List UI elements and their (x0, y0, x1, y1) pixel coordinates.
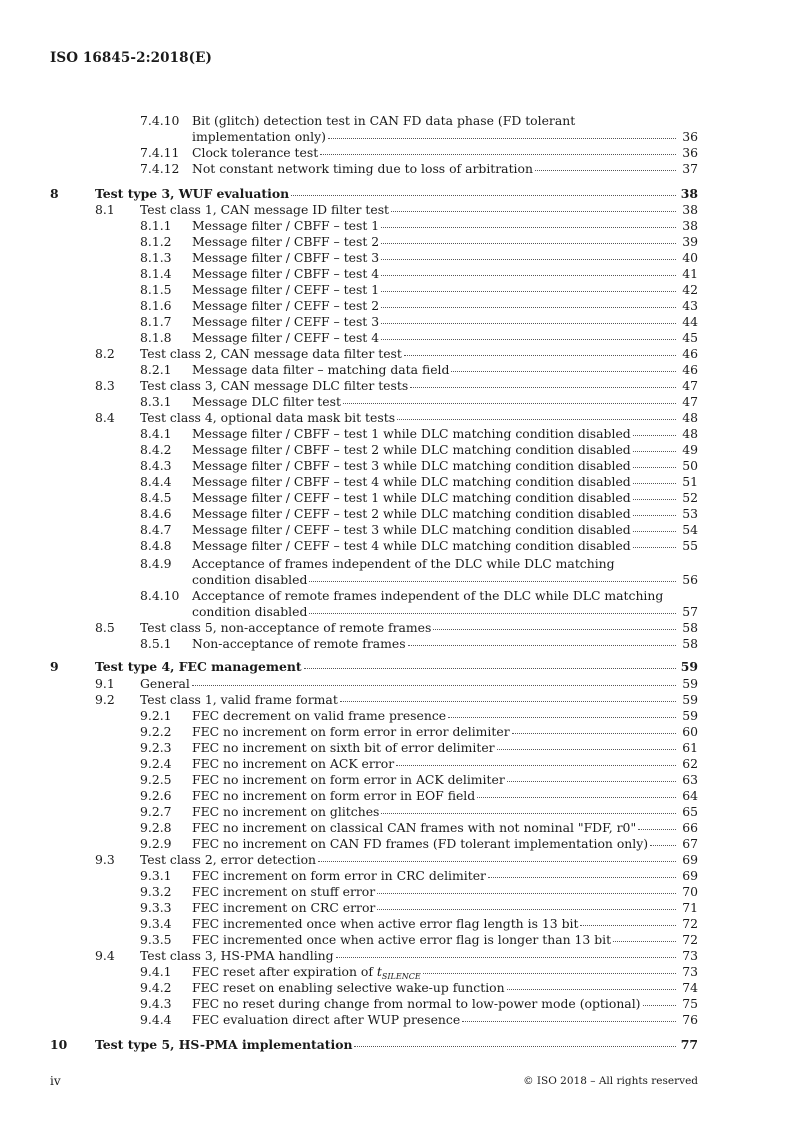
toc-entry-page: 38 (680, 186, 698, 201)
toc-entry-title: Test class 4, optional data mask bit tests (140, 410, 396, 425)
dot-leader (328, 137, 676, 139)
dot-leader (381, 338, 676, 340)
dot-leader (397, 418, 676, 420)
toc-entry-number: 8.4.2 (140, 442, 172, 457)
dot-leader (497, 748, 676, 750)
dot-leader (309, 612, 676, 614)
toc-entry-page: 69 (682, 852, 698, 867)
dot-leader (381, 812, 676, 814)
t-silence-symbol: t (376, 964, 382, 979)
toc-entry-page: 48 (682, 410, 698, 425)
toc-entry-title: FEC increment on stuff error (192, 884, 376, 899)
dot-leader (433, 628, 676, 630)
toc-entry-number: 9.3.1 (140, 868, 172, 883)
dot-leader (192, 684, 676, 686)
toc-entry-title: FEC no increment on form error in error delimiter (192, 724, 510, 739)
toc-entry-number: 8.1.1 (140, 218, 172, 233)
toc-entry-number: 9.4.1 (140, 964, 172, 979)
toc-entry-page: 47 (682, 378, 698, 393)
toc-entry-page: 49 (682, 442, 698, 457)
toc-entry-title: FEC no increment on sixth bit of error delimiter (192, 740, 495, 755)
toc-entry-number: 9.3.3 (140, 900, 172, 915)
document-id-header: ISO 16845-2:2018(E) (50, 50, 213, 66)
dot-leader (381, 306, 676, 308)
toc-entry-number: 8.1.5 (140, 282, 172, 297)
toc-entry-title: Clock tolerance test (192, 145, 319, 160)
dot-leader (391, 210, 676, 212)
dot-leader (580, 924, 676, 926)
toc-entry-title: FEC incremented once when active error flag length is 13 bit (192, 916, 579, 931)
toc-entry-title: Message data filter – matching data field (192, 362, 450, 377)
toc-entry-number: 9.3.2 (140, 884, 172, 899)
toc-entry-number: 9.2.5 (140, 772, 172, 787)
dot-leader (381, 242, 676, 244)
toc-entry-number: 8.4.1 (140, 426, 172, 441)
toc-entry-title: Message filter / CBFF – test 1 while DLC matching condition disabled (192, 426, 631, 441)
toc-entry-number: 8.5.1 (140, 636, 172, 651)
toc-entry-page: 71 (682, 900, 698, 915)
toc-entry-page: 67 (682, 836, 698, 851)
toc-entry-page: 51 (682, 474, 698, 489)
toc-entry-number: 8.3.1 (140, 394, 172, 409)
toc-entry-page: 58 (682, 636, 698, 651)
copyright-notice: © ISO 2018 – All rights reserved (523, 1075, 698, 1087)
dot-leader (535, 169, 676, 171)
toc-entry-page: 58 (682, 620, 698, 635)
toc-entry-title: FEC reset after expiration of $t_{SILENCE}$ (192, 964, 421, 981)
toc-entry-page: 69 (682, 868, 698, 883)
toc-entry-number: 9.2.1 (140, 708, 172, 723)
dot-leader (377, 908, 676, 910)
toc-entry-number: 8.1.6 (140, 298, 172, 313)
dot-leader (633, 466, 676, 468)
toc-entry-page: 56 (682, 572, 698, 587)
dot-leader (336, 956, 676, 958)
toc-entry-number: 9.2.4 (140, 756, 172, 771)
toc-entry-title: Test class 1, valid frame format (140, 692, 338, 707)
toc-entry-title: General (140, 676, 190, 691)
toc-entry-title: Acceptance of remote frames independent of the DLC while DLC matching (192, 588, 664, 603)
dot-leader (477, 796, 676, 798)
toc-entry-title: Message filter / CBFF – test 2 while DLC matching condition disabled (192, 442, 631, 457)
toc-entry-title: Message filter / CEFF – test 3 (192, 314, 380, 329)
toc-entry-page: 40 (682, 250, 698, 265)
dot-leader (507, 988, 676, 990)
toc-entry-page: 39 (682, 234, 698, 249)
toc-entry-page: 48 (682, 426, 698, 441)
toc-entry-number: 9.2.3 (140, 740, 172, 755)
toc-entry-number: 9 (50, 659, 59, 674)
toc-entry-number: 9.2.8 (140, 820, 172, 835)
dot-leader (291, 194, 676, 196)
toc-entry-title: Message filter / CBFF – test 4 (192, 266, 380, 281)
toc-entry-page: 60 (682, 724, 698, 739)
dot-leader (318, 860, 676, 862)
toc-entry-number: 9.2.7 (140, 804, 172, 819)
toc-entry-title: Test class 2, CAN message data filter test (140, 346, 402, 361)
toc-entry-number: 8.1.8 (140, 330, 172, 345)
toc-entry-page: 36 (682, 129, 698, 144)
toc-entry-title: FEC incremented once when active error flag is longer than 13 bit (192, 932, 612, 947)
toc-entry-number: 9.2 (95, 692, 115, 707)
toc-entry-page: 72 (682, 916, 698, 931)
toc-entry-title: FEC increment on form error in CRC delimiter (192, 868, 486, 883)
toc-entry-number: 9.4.3 (140, 996, 172, 1011)
dot-leader (507, 780, 676, 782)
dot-leader (340, 700, 676, 702)
dot-leader (304, 667, 676, 669)
dot-leader (633, 530, 676, 532)
toc-entry-number: 7.4.12 (140, 161, 180, 176)
dot-leader (410, 386, 676, 388)
dot-leader (396, 764, 676, 766)
toc-entry-number: 8.4.10 (140, 588, 180, 603)
toc-entry-number: 9.2.6 (140, 788, 172, 803)
toc-entry-page: 55 (682, 538, 698, 553)
toc-entry-title: Message filter / CBFF – test 2 (192, 234, 380, 249)
toc-entry-number: 8.1.2 (140, 234, 172, 249)
toc-entry-page: 65 (682, 804, 698, 819)
toc-entry-title: FEC decrement on valid frame presence (192, 708, 447, 723)
toc-entry-page: 50 (682, 458, 698, 473)
dot-leader (613, 940, 676, 942)
toc-entry-title: Message filter / CEFF – test 2 (192, 298, 380, 313)
t-silence-subscript: SILENCE (381, 972, 421, 981)
toc-entry-number: 9.2.9 (140, 836, 172, 851)
toc-entry-number: 8.5 (95, 620, 115, 635)
toc-entry-title: FEC no increment on form error in EOF field (192, 788, 476, 803)
toc-entry-title: Test class 1, CAN message ID filter test (140, 202, 390, 217)
toc-entry-number: 10 (50, 1037, 68, 1052)
toc-entry-number: 8.4.6 (140, 506, 172, 521)
toc-entry-title: Message filter / CEFF – test 4 (192, 330, 380, 345)
toc-entry-page: 47 (682, 394, 698, 409)
toc-entry-page: 46 (682, 346, 698, 361)
toc-entry-title: Test class 2, error detection (140, 852, 317, 867)
toc-entry-number: 8.2 (95, 346, 115, 361)
toc-entry-title: Test type 3, WUF evaluation (95, 186, 290, 201)
toc-entry-number: 9.4.2 (140, 980, 172, 995)
dot-leader (448, 716, 676, 718)
toc-entry-number: 8.1.7 (140, 314, 172, 329)
toc-entry-number: 9.4.4 (140, 1012, 172, 1027)
toc-entry-page: 61 (682, 740, 698, 755)
dot-leader (462, 1020, 676, 1022)
toc-entry-page: 44 (682, 314, 698, 329)
dot-leader (404, 354, 676, 356)
toc-entry-page: 63 (682, 772, 698, 787)
toc-entry-title: Message filter / CBFF – test 3 while DLC matching condition disabled (192, 458, 631, 473)
dot-leader (633, 450, 676, 452)
toc-entry-title: FEC no increment on form error in ACK delimiter (192, 772, 505, 787)
dot-leader (512, 732, 676, 734)
dot-leader (381, 274, 676, 276)
toc-entry-title: Message filter / CEFF – test 2 while DLC matching condition disabled (192, 506, 631, 521)
toc-entry-title: Test class 5, non-acceptance of remote frames (140, 620, 432, 635)
dot-leader (633, 434, 676, 436)
toc-entry-title: FEC reset on enabling selective wake-up function (192, 980, 505, 995)
toc-entry-page: 54 (682, 522, 698, 537)
toc-entry-title: Message filter / CEFF – test 1 while DLC matching condition disabled (192, 490, 631, 505)
toc-entry-page: 38 (682, 218, 698, 233)
toc-entry-title: FEC no increment on CAN FD frames (FD tolerant implementation only) (192, 836, 649, 851)
toc-entry-number: 8.2.1 (140, 362, 172, 377)
toc-entry-page: 77 (680, 1037, 698, 1052)
toc-entry-page: 38 (682, 202, 698, 217)
toc-entry-page: 76 (682, 1012, 698, 1027)
toc-entry-title: Message filter / CBFF – test 1 (192, 218, 380, 233)
toc-entry-title: FEC no reset during change from normal to low-power mode (optional) (192, 996, 641, 1011)
page-number: iv (50, 1074, 61, 1088)
toc-entry-number: 9.3 (95, 852, 115, 867)
toc-entry-title: Test class 3, CAN message DLC filter tests (140, 378, 409, 393)
dot-leader (451, 370, 676, 372)
toc-entry-title: Message filter / CBFF – test 4 while DLC matching condition disabled (192, 474, 631, 489)
toc-entry-page: 64 (682, 788, 698, 803)
toc-entry-page: 73 (682, 948, 698, 963)
dot-leader (408, 644, 676, 646)
toc-entry-number: 8.4.8 (140, 538, 172, 553)
dot-leader (633, 482, 676, 484)
toc-entry-number: 8.4.5 (140, 490, 172, 505)
toc-entry-title: FEC increment on CRC error (192, 900, 376, 915)
toc-entry-page: 36 (682, 145, 698, 160)
toc-entry-page: 59 (682, 676, 698, 691)
toc-entry-number: 8.1.3 (140, 250, 172, 265)
toc-entry-page: 37 (682, 161, 698, 176)
dot-leader (633, 546, 676, 548)
toc-entry-page: 70 (682, 884, 698, 899)
toc-entry-number: 8.1.4 (140, 266, 172, 281)
toc-entry-page: 66 (682, 820, 698, 835)
toc-entry-title: condition disabled (192, 572, 308, 587)
toc-entry-number: 8.4.9 (140, 556, 172, 571)
toc-entry-number: 8.1 (95, 202, 115, 217)
toc-entry-page: 62 (682, 756, 698, 771)
toc-entry-title: Test class 3, HS-PMA handling (140, 948, 334, 963)
toc-entry-page: 45 (682, 330, 698, 345)
toc-entry-page: 72 (682, 932, 698, 947)
toc-entry-page: 59 (682, 692, 698, 707)
toc-entry-title: Acceptance of frames independent of the DLC while DLC matching (192, 556, 615, 571)
toc-entry-title: Message filter / CEFF – test 3 while DLC matching condition disabled (192, 522, 631, 537)
dot-leader (381, 322, 676, 324)
toc-entry-title: Message filter / CBFF – test 3 (192, 250, 380, 265)
dot-leader (381, 258, 676, 260)
toc-entry-number: 8.4.7 (140, 522, 172, 537)
toc-entry-number: 7.4.10 (140, 113, 180, 128)
toc-entry-title: implementation only) (192, 129, 326, 144)
toc-entry-title: Message DLC filter test (192, 394, 341, 409)
dot-leader (343, 402, 676, 404)
toc-entry-page: 75 (682, 996, 698, 1011)
dot-leader (354, 1045, 676, 1047)
toc-entry-number: 9.4 (95, 948, 115, 963)
toc-entry-number: 8.4 (95, 410, 115, 425)
toc-entry-number: 8.4.4 (140, 474, 172, 489)
toc-entry-page: 42 (682, 282, 698, 297)
toc-entry-page: 57 (682, 604, 698, 619)
dot-leader (381, 290, 676, 292)
toc-entry-number: 9.3.4 (140, 916, 172, 931)
dot-leader (488, 876, 676, 878)
toc-entry-number: 7.4.11 (140, 145, 180, 160)
toc-entry-number: 8 (50, 186, 59, 201)
dot-leader (650, 844, 676, 846)
toc-entry-page: 59 (682, 708, 698, 723)
toc-entry-title: FEC evaluation direct after WUP presence (192, 1012, 461, 1027)
dot-leader (320, 153, 676, 155)
toc-entry-number: 8.4.3 (140, 458, 172, 473)
toc-entry-title: Test type 5, HS-PMA implementation (95, 1037, 353, 1052)
toc-entry-number: 9.1 (95, 676, 115, 691)
toc-entry-page: 53 (682, 506, 698, 521)
dot-leader (638, 828, 676, 830)
toc-entry-page: 41 (682, 266, 698, 281)
dot-leader (381, 226, 676, 228)
toc-entry-number: 8.3 (95, 378, 115, 393)
toc-entry-page: 52 (682, 490, 698, 505)
toc-entry-page: 43 (682, 298, 698, 313)
dot-leader (309, 580, 676, 582)
toc-entry-number: 9.2.2 (140, 724, 172, 739)
toc-entry-title: Test type 4, FEC management (95, 659, 302, 674)
toc-entry-title: Bit (glitch) detection test in CAN FD data phase (FD tolerant (192, 113, 576, 128)
dot-leader (377, 892, 676, 894)
toc-entry-title: Not constant network timing due to loss of arbitration (192, 161, 533, 176)
toc-entry-title: FEC no increment on classical CAN frames with not nominal "FDF, r0" (192, 820, 637, 835)
toc-entry-title: Non-acceptance of remote frames (192, 636, 406, 651)
toc-entry-number: 9.3.5 (140, 932, 172, 947)
toc-entry-page: 73 (682, 964, 698, 979)
toc-entry-title: FEC no increment on glitches (192, 804, 380, 819)
toc-entry-page: 74 (682, 980, 698, 995)
toc-entry-title: condition disabled (192, 604, 308, 619)
dot-leader (633, 498, 676, 500)
dot-leader (643, 1004, 677, 1006)
dot-leader (423, 972, 676, 974)
toc-entry-title: FEC no increment on ACK error (192, 756, 395, 771)
toc-entry-page: 46 (682, 362, 698, 377)
toc-entry-title: Message filter / CEFF – test 1 (192, 282, 380, 297)
dot-leader (633, 514, 676, 516)
toc-entry-title: Message filter / CEFF – test 4 while DLC matching condition disabled (192, 538, 631, 553)
toc-entry-page: 59 (680, 659, 698, 674)
